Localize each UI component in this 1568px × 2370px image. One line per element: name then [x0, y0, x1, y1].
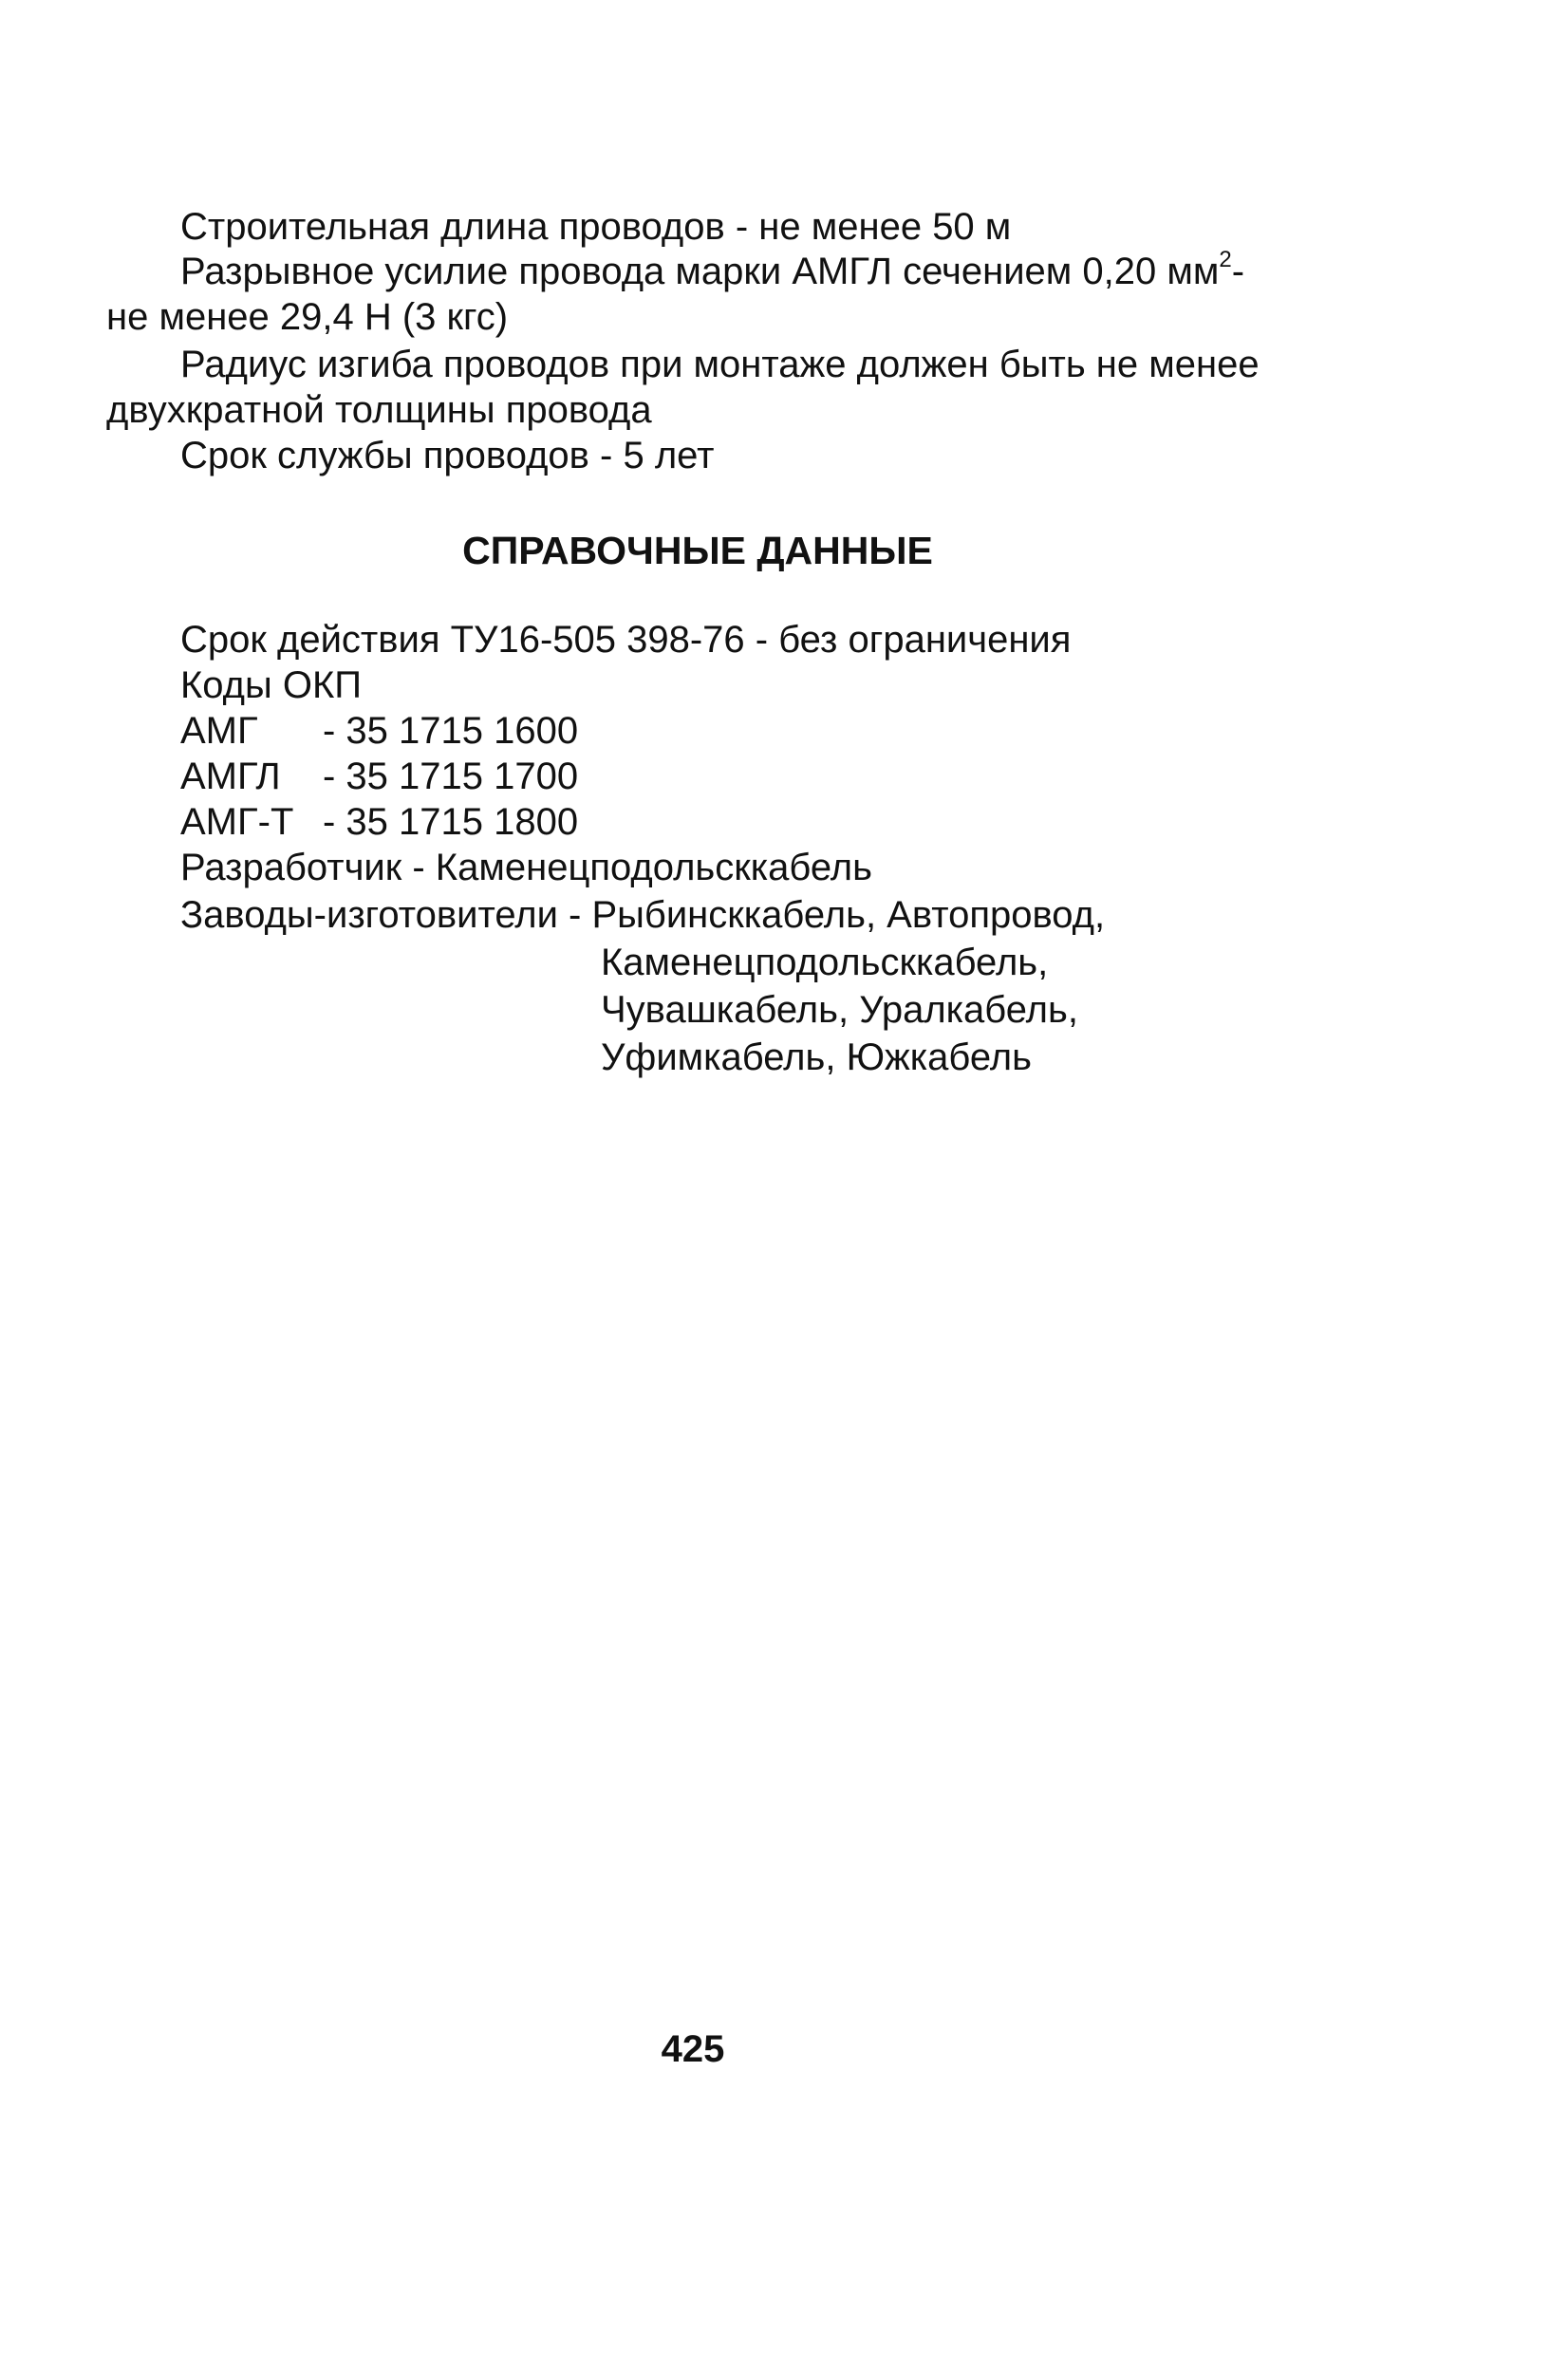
manufacturers-item: Рыбинсккабель, Автопровод,: [591, 894, 1106, 936]
reference-manufacturers-line4: Уфимкабель, Южкабель: [601, 1036, 1032, 1078]
reference-manufacturers-line3: Чувашкабель, Уралкабель,: [601, 989, 1078, 1031]
okp-code-row: [180, 754, 578, 799]
spec-bend-radius-line2: двухкратной толщины провода: [106, 389, 652, 431]
spec-breaking-force-line1: [180, 249, 1244, 294]
okp-code-name: АМГЛ: [180, 756, 281, 797]
reference-okp-title: Коды ОКП: [180, 664, 363, 706]
spec-bend-radius-line1: Радиус изгиба проводов при монтаже должен быть не менее: [180, 344, 1260, 385]
spec-breaking-force-superscript: 2: [1219, 247, 1232, 272]
okp-code-value: - 35 1715 1700: [323, 756, 579, 797]
manufacturers-label: Заводы-изготовители -: [180, 894, 592, 936]
okp-code-name: АМГ: [180, 710, 258, 752]
reference-manufacturers-line1: [180, 892, 1105, 938]
okp-code-row: [180, 799, 578, 845]
reference-validity: Срок действия ТУ16-505 398-76 - без ограничения: [180, 619, 1072, 661]
spec-service-life: Срок службы проводов - 5 лет: [180, 435, 715, 476]
spec-breaking-force-text: Разрывное усилие провода марки АМГЛ сечением 0,20 мм: [180, 251, 1220, 292]
spec-construction-length: Строительная длина проводов - не менее 50 м: [180, 206, 1012, 248]
spec-breaking-force-line2: не менее 29,4 Н (3 кгс): [106, 296, 509, 338]
page-number: 425: [661, 2028, 725, 2070]
spec-breaking-force-dash: -: [1231, 251, 1245, 292]
reference-heading: СПРАВОЧНЫЕ ДАННЫЕ: [462, 529, 933, 572]
reference-developer: Разработчик - Каменецподольсккабель: [180, 847, 872, 888]
reference-manufacturers-line2: Каменецподольсккабель,: [601, 942, 1049, 983]
okp-code-row: [180, 708, 578, 754]
okp-code-value: - 35 1715 1600: [323, 710, 579, 752]
okp-code-name: АМГ-Т: [180, 801, 294, 843]
okp-code-value: - 35 1715 1800: [323, 801, 579, 843]
